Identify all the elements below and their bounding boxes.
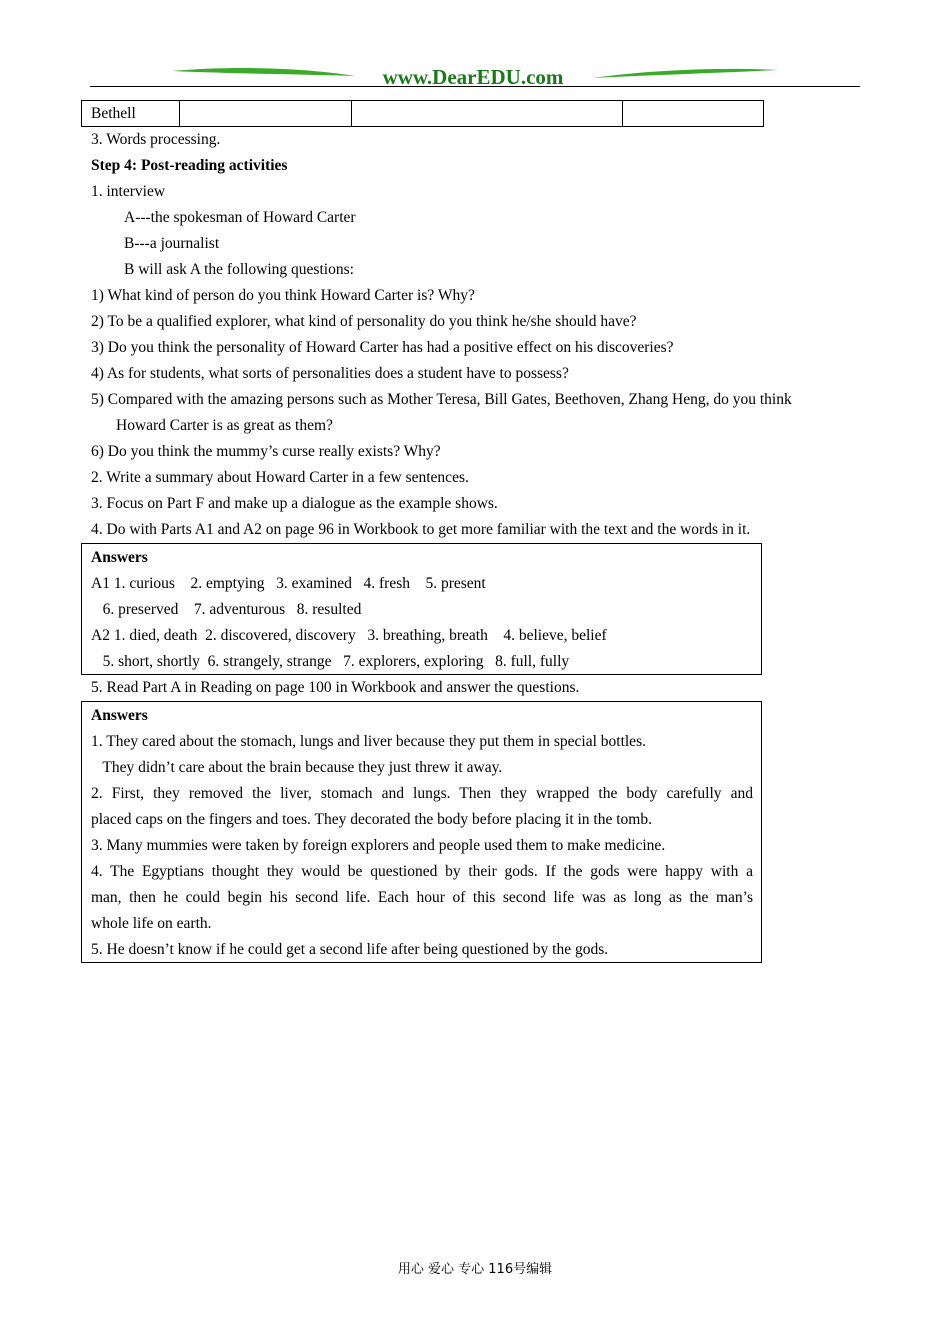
answer-line: man, then he could begin his second life. Each hour of this second life was as long as the man’s	[91, 889, 753, 906]
table-row	[82, 101, 764, 127]
answer-line: 1. They cared about the stomach, lungs and liver because they put them in special bottles.	[91, 733, 646, 750]
answers-title: Answers	[91, 549, 148, 566]
question-4: 4) As for students, what sorts of personalities does a student have to possess?	[91, 365, 569, 382]
table-cell	[180, 101, 352, 127]
a1-line-2: 6. preserved 7. adventurous 8. resulted	[91, 601, 362, 618]
b-asks: B will ask A the following questions:	[124, 261, 354, 278]
question-2: 2) To be a qualified explorer, what kind of personality do you think he/she should have?	[91, 313, 637, 330]
answers-box-2	[81, 701, 762, 963]
question-5-cont: Howard Carter is as great as them?	[116, 417, 333, 434]
info-table	[81, 100, 764, 127]
answer-line: 3. Many mummies were taken by foreign explorers and people used them to make medicine.	[91, 837, 666, 854]
table-cell	[352, 101, 623, 127]
a1-line-1: A1 1. curious 2. emptying 3. examined 4. fresh 5. present	[91, 575, 486, 592]
task-5: 5. Read Part A in Reading on page 100 in Workbook and answer the questions.	[91, 679, 580, 696]
header-rule	[90, 86, 860, 87]
role-a: A---the spokesman of Howard Carter	[124, 209, 356, 226]
step4-heading: Step 4: Post-reading activities	[91, 157, 288, 174]
role-b: B---a journalist	[124, 235, 220, 252]
question-3: 3) Do you think the personality of Howard Carter has had a positive effect on his discoveries?	[91, 339, 674, 356]
task-3: 3. Focus on Part F and make up a dialogue as the example shows.	[91, 495, 498, 512]
words-processing: 3. Words processing.	[91, 131, 221, 148]
task-2: 2. Write a summary about Howard Carter in a few sentences.	[91, 469, 469, 486]
task-4: 4. Do with Parts A1 and A2 on page 96 in Workbook to get more familiar with the text and the words in it.	[91, 521, 751, 538]
page-header	[0, 62, 950, 92]
question-1: 1) What kind of person do you think Howard Carter is? Why?	[91, 287, 475, 304]
answers-title: Answers	[91, 707, 148, 724]
question-5: 5) Compared with the amazing persons such as Mother Teresa, Bill Gates, Beethoven, Zhang Heng, do you think	[91, 391, 792, 408]
answer-line: 5. He doesn’t know if he could get a second life after being questioned by the gods.	[91, 941, 609, 958]
interview-item: 1. interview	[91, 183, 166, 200]
table-cell	[623, 101, 764, 127]
right-swoosh	[592, 69, 778, 78]
table-cell: Bethell	[82, 101, 180, 127]
answer-line: whole life on earth.	[91, 915, 212, 932]
page-footer: 用心 爱心 专心 116号编辑	[397, 1262, 553, 1277]
answer-line: They didn’t care about the brain because they just threw it away.	[91, 759, 503, 776]
logo-text: www.DearEDU.com	[382, 65, 564, 89]
a2-line-2: 5. short, shortly 6. strangely, strange 7. explorers, exploring 8. full, fully	[91, 653, 570, 670]
answer-line: 2. First, they removed the liver, stomach and lungs. Then they wrapped the body carefully and	[91, 785, 753, 802]
header-logo-banner	[0, 62, 950, 92]
question-6: 6) Do you think the mummy’s curse really exists? Why?	[91, 443, 441, 460]
a2-line-1: A2 1. died, death 2. discovered, discovery 3. breathing, breath 4. believe, belief	[91, 627, 607, 644]
left-swoosh	[172, 68, 355, 76]
answer-line: 4. The Egyptians thought they would be questioned by their gods. If the gods were happy with a	[91, 863, 753, 880]
answers-box-1	[81, 543, 762, 675]
answer-line: placed caps on the fingers and toes. They decorated the body before placing it in the tomb.	[91, 811, 652, 828]
